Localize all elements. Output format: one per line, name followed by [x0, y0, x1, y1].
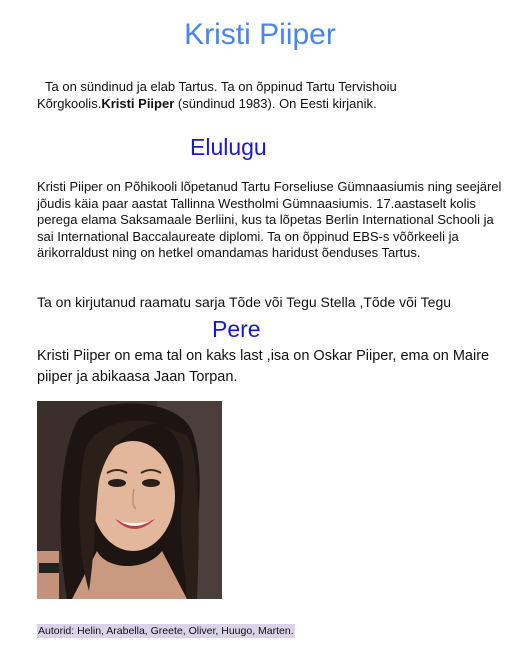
heading-pere: Pere — [212, 316, 261, 342]
family-paragraph: Kristi Piiper on ema tal on kaks last ,isa on Oskar Piiper, ema on Maire piiper ja abikaasa Jaan Torpan. — [37, 348, 490, 385]
intro-text-end: (sündinud 1983). On Eesti kirjanik. — [174, 96, 377, 111]
bio-paragraph: Kristi Piiper on Põhikooli lõpetanud Tartu Forseliuse Gümnaasiumis ning seejärel jõudis käia paar aastat Tallinna Westholmi Gümnaasiumis. 17.aastaselt kolis perega elama Saksamaale Berliini, kus ta lõpetas Berlin International Schooli ja sai International Baccalaureate diplomi. Ta on õppinud EBS-s võõrkeeli ja ärikorraldust ning on hetkel omandamas haridust õenduses Tartus. — [37, 179, 502, 260]
intro-bold-name: Kristi Piiper — [101, 96, 175, 111]
books-paragraph: Ta on kirjutanud raamatu sarja Tõde või Tegu Stella ,Tõde või Tegu — [37, 294, 452, 310]
intro-text: Ta on sündinud ja elab Tartus. Ta on õppinud Tartu Tervishoiu Kõrgkoolis. — [37, 79, 397, 111]
portrait-photo — [37, 401, 222, 599]
heading-elulugu: Elulugu — [190, 134, 267, 160]
page-title: Kristi Piiper — [184, 18, 336, 51]
portrait-illustration — [37, 401, 222, 599]
authors-line: Autorid: Helin, Arabella, Greete, Oliver, Huugo, Marten. — [38, 625, 294, 637]
intro-paragraph — [37, 78, 497, 112]
